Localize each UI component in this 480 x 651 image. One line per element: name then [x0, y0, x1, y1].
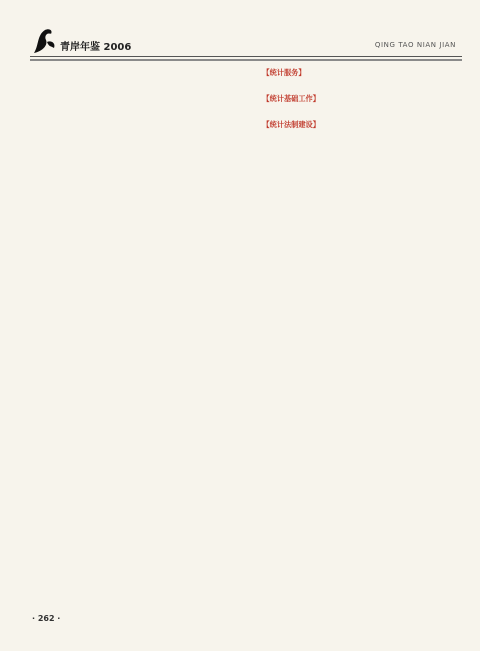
- section-heading: 【统计法制建设】: [262, 120, 320, 130]
- section-statistical-foundation: [248, 92, 448, 105]
- yearbook-logo-icon: [30, 26, 60, 56]
- section-statistical-service: [248, 66, 448, 79]
- header-divider-thick: [30, 59, 462, 61]
- header-divider: [30, 56, 462, 57]
- left-text-column: [32, 66, 232, 588]
- yearbook-latin-title: QING TAO NIAN JIAN: [374, 41, 456, 49]
- section-spacer: [248, 79, 448, 92]
- section-spacer: [248, 105, 448, 118]
- page-header: [0, 0, 480, 62]
- page-number: · 262 ·: [32, 614, 61, 623]
- yearbook-title: 青岸年鉴 2006: [60, 42, 132, 53]
- section-statistical-law: [248, 118, 448, 131]
- section-heading: 【统计基础工作】: [262, 94, 320, 104]
- section-heading: 【统计服务】: [262, 68, 306, 77]
- right-text-column: [248, 66, 448, 588]
